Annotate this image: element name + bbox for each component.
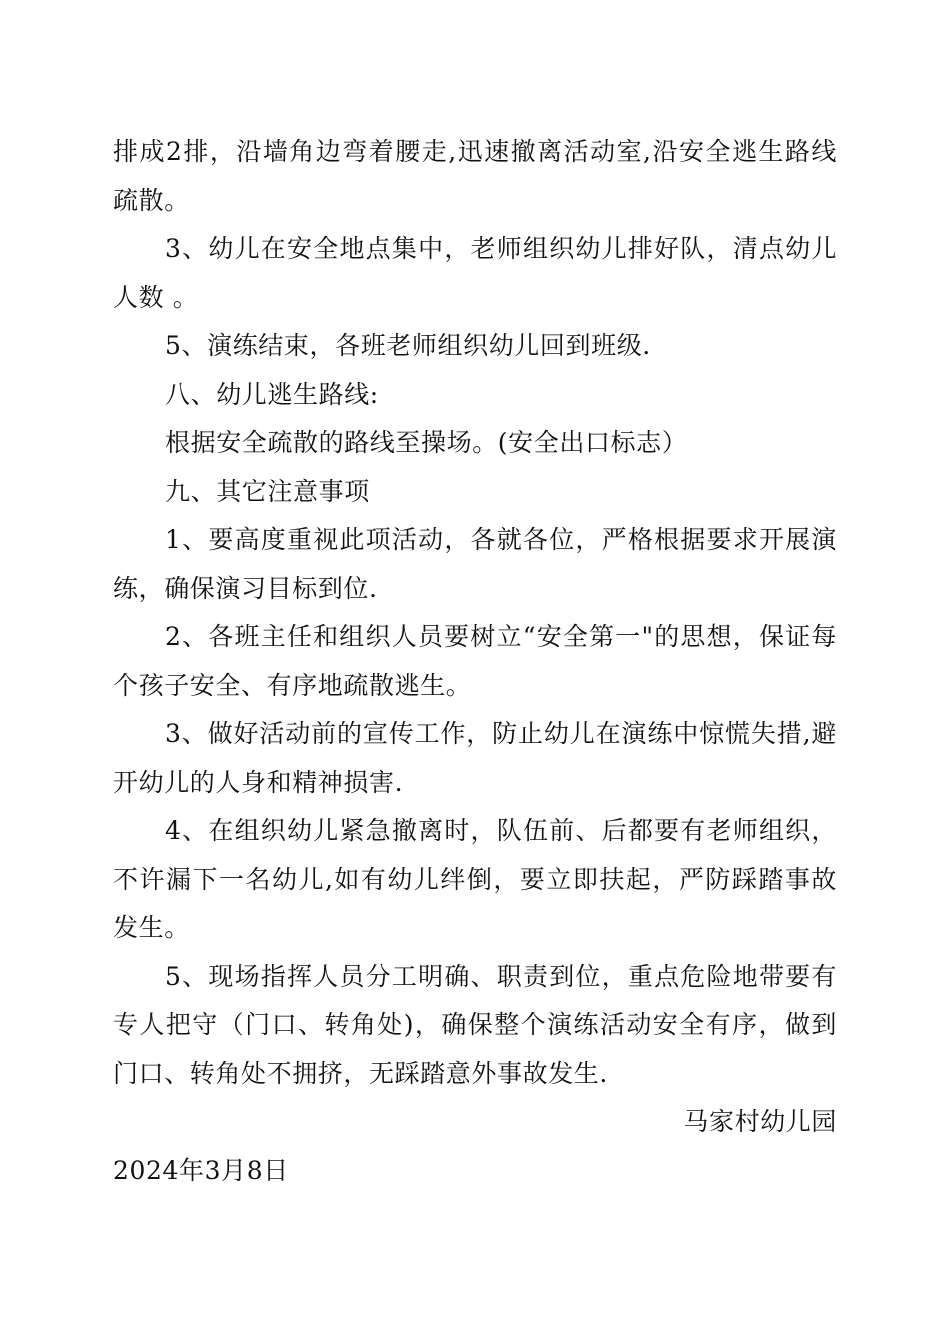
- section-heading-other-notes: 九、其它注意事项: [165, 476, 370, 506]
- paragraph-note-4: 4、在组织幼儿紧急撤离时，队伍前、后都要有老师组织，不许漏下一名幼儿,如有幼儿绊倒，要立即扶起，严防踩踏事故发生。: [113, 816, 837, 942]
- paragraph-note-1: 1、要高度重视此项活动，各就各位，严格根据要求开展演练，确保演习目标到位.: [113, 525, 837, 603]
- paragraph-note-3: 3、做好活动前的宣传工作，防止幼儿在演练中惊慌失措,避开幼儿的人身和精神损害.: [113, 719, 837, 797]
- paragraph-drill-end: 5、演练结束，各班老师组织幼儿回到班级.: [165, 331, 651, 360]
- section-heading-escape-route: 八、幼儿逃生路线:: [165, 379, 379, 409]
- paragraph-note-2: 2、各班主任和组织人员要树立“安全第一"的思想，保证每个孩子安全、有序地疏散逃生。: [113, 622, 837, 700]
- paragraph-note-5: 5、现场指挥人员分工明确、职责到位，重点危险地带要有专人把守（门口、转角处)，确保整个演练活动安全有序，做到门口、转角处不拥挤，无踩踏意外事故发生.: [113, 961, 837, 1088]
- signature-organization: 马家村幼儿园: [683, 1107, 837, 1136]
- paragraph-gather-count: 3、幼儿在安全地点集中，老师组织幼儿排好队，清点幼儿人数 。: [113, 234, 837, 312]
- paragraph-evacuation-continued: 排成2排，沿墙角边弯着腰走,迅速撤离活动室,沿安全逃生路线疏散。: [113, 137, 837, 215]
- document-date: 2024年3月8日: [113, 1155, 289, 1185]
- document-body: [113, 128, 837, 1195]
- paragraph-escape-route: 根据安全疏散的路线至操场。(安全出口标志）: [165, 428, 688, 457]
